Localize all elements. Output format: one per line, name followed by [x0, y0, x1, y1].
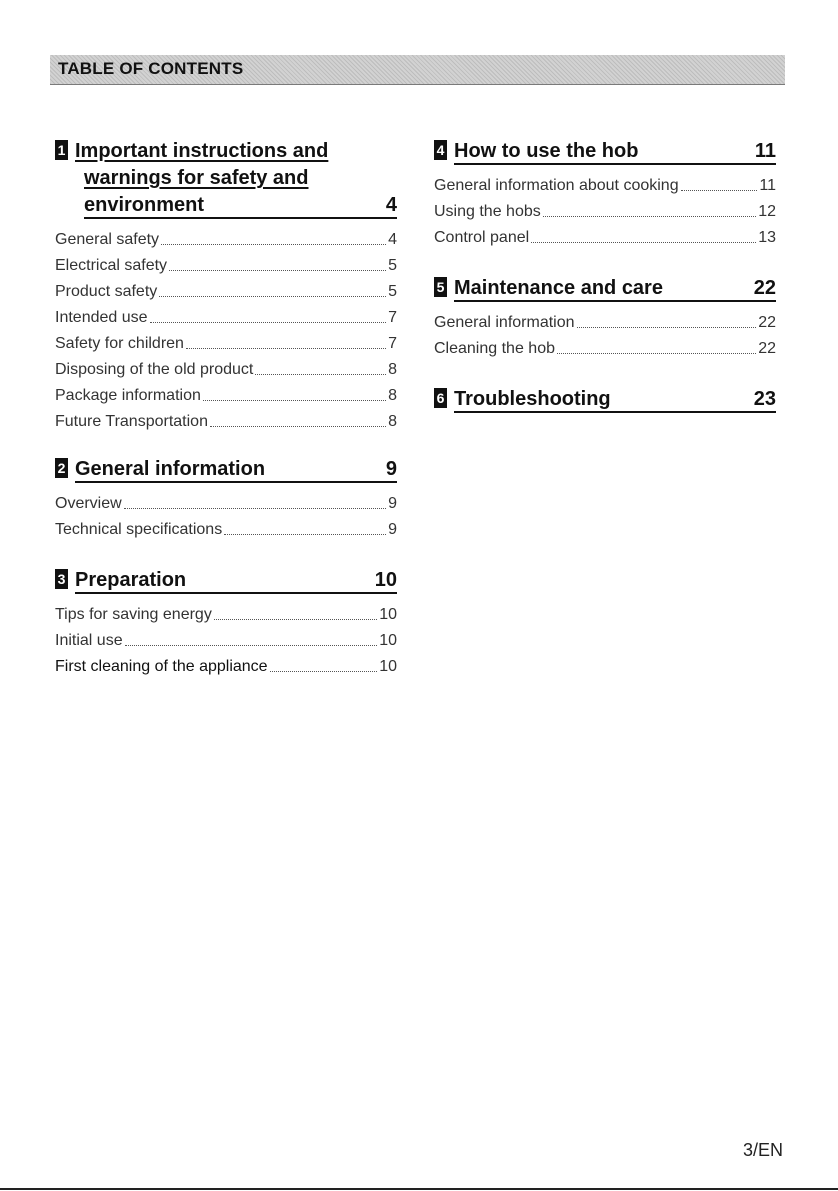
- toc-entry[interactable]: [434, 173, 776, 199]
- dot-leader: [543, 215, 756, 217]
- entry-page: 5: [388, 283, 397, 300]
- toc-entry[interactable]: [55, 357, 397, 383]
- section-number-badge: 4: [434, 140, 447, 160]
- section-title-line: warnings for safety and: [84, 167, 309, 189]
- section-heading[interactable]: [434, 275, 776, 302]
- entry-page: 10: [379, 632, 397, 649]
- entry-page: 7: [388, 309, 397, 326]
- section-number-badge: 6: [434, 388, 447, 408]
- toc-entry[interactable]: [434, 225, 776, 251]
- section-heading[interactable]: [55, 567, 397, 594]
- dot-leader: [531, 241, 756, 243]
- entry-page: 4: [388, 231, 397, 248]
- entry-page: 10: [379, 658, 397, 675]
- entry-label: General information about cooking: [434, 177, 679, 194]
- section-page-number: 10: [374, 569, 397, 591]
- toc-entry[interactable]: [55, 628, 397, 654]
- toc-section-3: [55, 567, 397, 680]
- entry-page: 22: [758, 314, 776, 331]
- entry-label: Future Transportation: [55, 413, 208, 430]
- toc-section-4: [434, 138, 776, 251]
- entry-label: Product safety: [55, 283, 158, 300]
- entry-page: 8: [388, 413, 397, 430]
- section-title-line: Important instructions and: [75, 140, 329, 162]
- dot-leader: [159, 295, 386, 297]
- entry-label: Using the hobs: [434, 203, 541, 220]
- bottom-divider: [0, 1188, 838, 1190]
- toc-section-1: [55, 138, 397, 435]
- dot-leader: [124, 507, 386, 509]
- section-page-number: 11: [754, 140, 776, 162]
- entry-label: General information: [434, 314, 575, 331]
- entry-page: 8: [388, 387, 397, 404]
- entry-page: 9: [388, 495, 397, 512]
- entry-label: Safety for children: [55, 335, 184, 352]
- entry-page: 5: [388, 257, 397, 274]
- section-page-number: 4: [385, 194, 397, 216]
- dot-leader: [210, 425, 386, 427]
- entry-page: 8: [388, 361, 397, 378]
- section-title-line: environment: [84, 194, 205, 216]
- entry-page: 9: [388, 521, 397, 538]
- entry-label: Disposing of the old product: [55, 361, 254, 378]
- entry-label: Technical specifications: [55, 521, 223, 538]
- section-entries: [434, 310, 776, 362]
- toc-section-6: [434, 386, 776, 413]
- section-heading[interactable]: [55, 138, 397, 219]
- toc-entry[interactable]: [55, 383, 397, 409]
- toc-entry[interactable]: [55, 517, 397, 543]
- entry-label: Electrical safety: [55, 257, 168, 274]
- entry-label: First cleaning of the appliance: [55, 658, 268, 675]
- section-title-line: Troubleshooting: [454, 388, 611, 410]
- section-entries: [55, 602, 397, 680]
- section-entries: [55, 491, 397, 543]
- toc-entry[interactable]: [434, 199, 776, 225]
- entry-label: Intended use: [55, 309, 148, 326]
- entry-label: Cleaning the hob: [434, 340, 555, 357]
- entry-label: General safety: [55, 231, 160, 248]
- toc-entry[interactable]: [55, 305, 397, 331]
- section-title-line: Preparation: [75, 569, 187, 591]
- page-title: TABLE OF CONTENTS: [58, 59, 244, 78]
- dot-leader: [150, 321, 387, 323]
- toc-entry[interactable]: [434, 310, 776, 336]
- entry-label: Overview: [55, 495, 122, 512]
- toc-entry[interactable]: [55, 491, 397, 517]
- dot-leader: [224, 533, 386, 535]
- section-page-number: 22: [753, 277, 776, 299]
- entry-label: Package information: [55, 387, 201, 404]
- section-heading[interactable]: [55, 456, 397, 483]
- section-number-badge: 3: [55, 569, 68, 589]
- dot-leader: [161, 243, 386, 245]
- section-number-badge: 2: [55, 458, 68, 478]
- dot-leader: [557, 352, 756, 354]
- toc-section-2: [55, 456, 397, 543]
- toc-entry[interactable]: [55, 602, 397, 628]
- toc-entry[interactable]: [434, 336, 776, 362]
- entry-page: 22: [758, 340, 776, 357]
- entry-label: Tips for saving energy: [55, 606, 212, 623]
- dot-leader: [577, 326, 757, 328]
- section-title-line: How to use the hob: [454, 140, 639, 162]
- section-page-number: 23: [753, 388, 776, 410]
- section-entries: [434, 173, 776, 251]
- section-number-badge: 1: [55, 140, 68, 160]
- section-entries: [55, 227, 397, 435]
- dot-leader: [203, 399, 386, 401]
- toc-entry[interactable]: [55, 279, 397, 305]
- entry-page: 13: [758, 229, 776, 246]
- dot-leader: [681, 189, 758, 191]
- section-title-line: General information: [75, 458, 266, 480]
- section-heading[interactable]: [434, 386, 776, 413]
- entry-page: 11: [759, 177, 776, 194]
- toc-entry[interactable]: [55, 654, 397, 680]
- entry-label: Control panel: [434, 229, 530, 246]
- dot-leader: [169, 269, 386, 271]
- dot-leader: [186, 347, 386, 349]
- page-number-footer: 3/EN: [742, 1140, 783, 1160]
- toc-entry[interactable]: [55, 227, 397, 253]
- toc-header-banner: [50, 55, 785, 85]
- toc-entry[interactable]: [55, 331, 397, 357]
- section-title-line: Maintenance and care: [454, 277, 663, 299]
- dot-leader: [214, 618, 377, 620]
- toc-entry[interactable]: [55, 253, 397, 279]
- dot-leader: [255, 373, 386, 375]
- section-heading[interactable]: [434, 138, 776, 165]
- section-page-number: 9: [385, 458, 397, 480]
- toc-entry[interactable]: [55, 409, 397, 435]
- dot-leader: [270, 670, 378, 672]
- entry-page: 10: [379, 606, 397, 623]
- section-number-badge: 5: [434, 277, 447, 297]
- entry-page: 12: [758, 203, 776, 220]
- toc-section-5: [434, 275, 776, 362]
- entry-label: Initial use: [55, 632, 123, 649]
- entry-page: 7: [388, 335, 397, 352]
- dot-leader: [125, 644, 378, 646]
